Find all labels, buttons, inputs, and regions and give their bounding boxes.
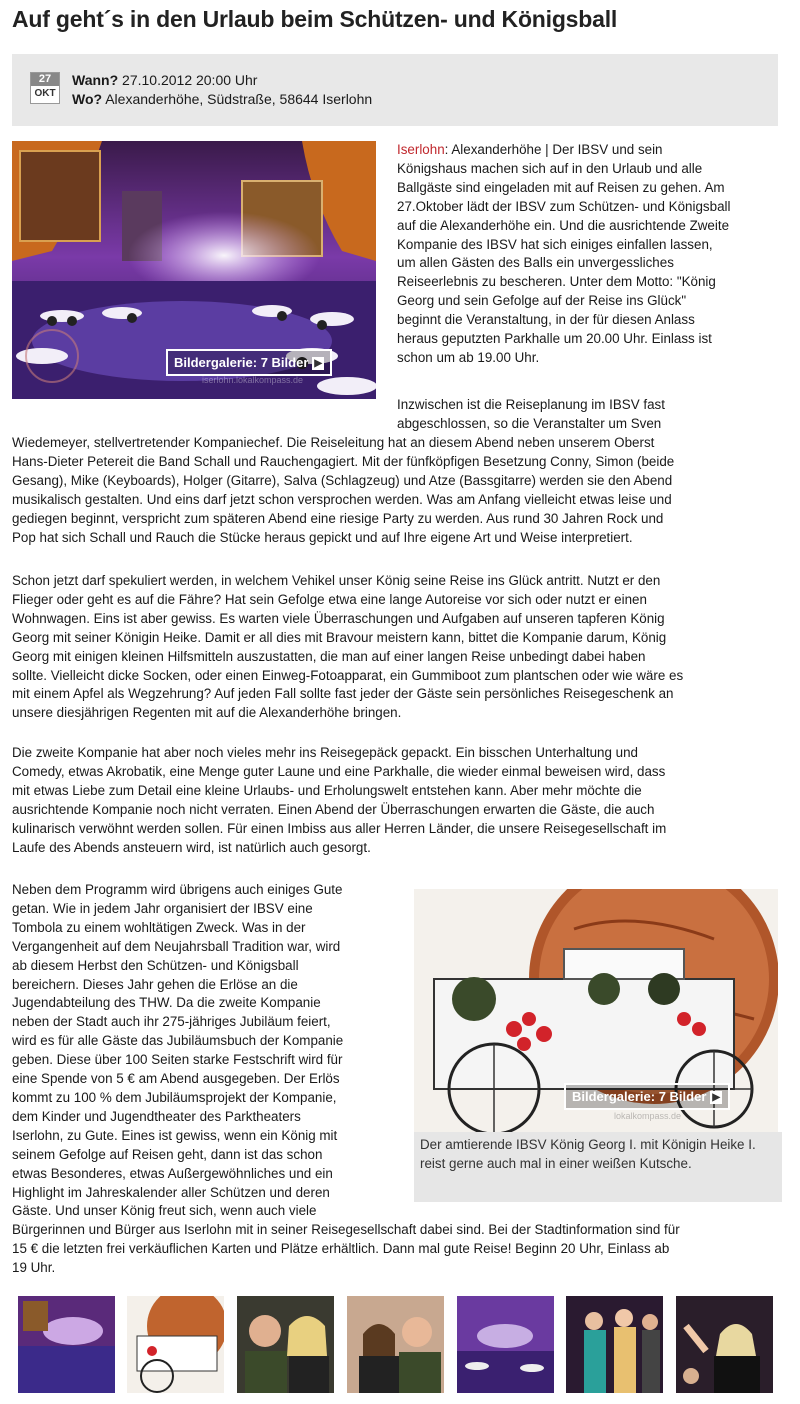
text-line: musikalisch gestalten. Und eins darf jetzt schon versprochen werden. Was am Anfang vielleicht etwas leise und bbox=[12, 491, 672, 507]
paragraph-program bbox=[12, 744, 800, 857]
text-line: Gäste. Und unser König freut sich, wenn auch viele bbox=[12, 1203, 317, 1219]
watermark: iserlohn.lokalkompass.de bbox=[202, 375, 304, 385]
text-line: Highlight im Jahreskalender aller Schützen und deren bbox=[12, 1184, 330, 1200]
paragraph-charity bbox=[12, 881, 412, 1221]
gallery-thumbnail[interactable] bbox=[347, 1296, 444, 1393]
thumbnail-image bbox=[237, 1296, 334, 1393]
thumbnail-image bbox=[347, 1296, 444, 1393]
text-line: Flieger oder geht es auf die Fähre? Hat sein Gefolge etwa eine lange Autoreise vor sich oder nutzt er einen bbox=[12, 591, 647, 607]
text-line: Comedy, etwas Akrobatik, eine Menge guter Laune und eine Parkhalle, die wieder einmal beweisen wird, dass bbox=[12, 763, 666, 779]
lead-line: beginnt die Veranstaltung, in der für diesen Anlass bbox=[397, 312, 695, 328]
text-line: Laufe des Abends ansteuern wird, ist natürlich auch gesorgt. bbox=[12, 839, 371, 855]
play-arrow-icon: ▶ bbox=[712, 1092, 721, 1104]
text-line: Hans-Dieter Petereit die Band Schall und Rauchengagiert. Mit der fünfköpfigen Besetzung Conny, Simon (beide bbox=[12, 453, 675, 469]
text-line: Pop hat sich Schall und Rauch die Stücke heraus gepickt und auf Ihre eigene Art und Weise interpretiert. bbox=[12, 529, 633, 545]
event-info-box bbox=[12, 54, 778, 126]
when-label: Wann? bbox=[72, 72, 119, 88]
lead-line: Königshaus machen sich auf in den Urlaub und alle bbox=[397, 160, 703, 176]
text-line: Iserlohn, zu Gute. Eines ist gewiss, wenn ein König mit bbox=[12, 1127, 338, 1143]
thumbnail-image bbox=[18, 1296, 115, 1393]
paragraph-vehicle bbox=[12, 572, 800, 723]
text-line: Georg mit seiner Königin Heike. Damit er all dies mit Bravour meistern kann, bittet die Kompanie darum, König bbox=[12, 629, 667, 645]
text-line: etwas Besonderes, etwas Außergewöhnliches und ein bbox=[12, 1165, 333, 1181]
watermark: lokalkompass.de bbox=[614, 1111, 682, 1121]
image-caption: Der amtierende IBSV König Georg I. mit Königin Heike I. reist gerne auch mal in einer weißen Kutsche. bbox=[414, 1132, 782, 1202]
paragraph-charity-cont bbox=[12, 1221, 800, 1278]
lead-line: Georg und sein Gefolge auf der Reise ins Glück" bbox=[397, 293, 687, 309]
text-line: Tombola zu einem wohltätigen Zweck. Was in der bbox=[12, 919, 306, 935]
text-line: Jugendabteilung des THW. Da die zweite Kompanie bbox=[12, 995, 321, 1011]
text-line: mit etwas Liebe zum Detail eine kleine Urlaubs- und Erholungswelt entstehen kann. Aber mehr möchte die bbox=[12, 782, 642, 798]
gallery-button-label: Bildergalerie: 7 Bilder bbox=[174, 355, 309, 370]
text-line: kommt zu 100 % dem Jubiläumsprojekt der Kompanie, bbox=[12, 1089, 337, 1105]
thumbnail-image bbox=[457, 1296, 554, 1393]
text-line: Neben dem Programm wird übrigens auch einiges Gute bbox=[12, 882, 343, 897]
lead-line: 27.Oktober lädt der IBSV zum Schützen- und Königsball bbox=[397, 198, 731, 214]
text-line: gediegen beginnt, verspricht zum späteren Abend eine riesige Party zu werden. Aus rund 30 Jahren Rock und bbox=[12, 510, 664, 526]
gallery-thumbnail[interactable] bbox=[457, 1296, 554, 1393]
event-when bbox=[72, 71, 257, 89]
text-line: 19 Uhr. bbox=[12, 1259, 56, 1275]
text-line: eine Spende von 5 € am Abend ausgegeben. Der Erlös bbox=[12, 1071, 340, 1087]
text-line: Bürgerinnen und Bürger aus Iserlohn mit in seiner Reisegesellschaft dabei sind. Bei der Stadtinformation sind für bbox=[12, 1222, 680, 1237]
event-where bbox=[72, 90, 372, 108]
play-arrow-icon: ▶ bbox=[314, 358, 323, 370]
lead-line: um allen Gästen des Balls ein unvergessliches bbox=[397, 255, 674, 271]
calendar-icon bbox=[30, 72, 60, 104]
calendar-day: 27 bbox=[31, 73, 59, 86]
text-line: Gesang), Mike (Keyboards), Holger (Gitarre), Salva (Schlagzeug) und Atze (Bassgitarre) werden sie den Abend bbox=[12, 472, 673, 488]
ballroom-photo[interactable] bbox=[12, 141, 376, 399]
text-line: ausrichtende Kompanie noch nicht verraten. Einen Abend der Überraschungen erwarten die Gäste, die auch bbox=[12, 801, 655, 817]
text-line: unsere diesjährigen Regenten mit auf die Alexanderhöhe bringen. bbox=[12, 705, 402, 721]
gallery-thumbnail[interactable] bbox=[18, 1296, 115, 1393]
text-line: bereichern. Dieses Jahr gehen die Erlöse an die bbox=[12, 976, 298, 992]
lead-line: Reiseerlebnis zu bescheren. Unter dem Motto: "König bbox=[397, 274, 716, 290]
thumbnail-image bbox=[127, 1296, 224, 1393]
text-line: ab diesem Herbst den Schützen- und Königsball bbox=[12, 957, 299, 973]
location-tag: Iserlohn bbox=[397, 142, 445, 157]
text-line: wird es für alle Gäste das Jubiläumsbuch der Kompanie bbox=[12, 1033, 344, 1049]
gallery-button-2[interactable] bbox=[564, 1083, 730, 1110]
gallery-thumbnail[interactable] bbox=[127, 1296, 224, 1393]
text-line: sollte. Vielleicht dicke Socken, oder einen Einweg-Fotoapparat, ein Gummiboot zum plantschen oder wie wäre es bbox=[12, 667, 684, 683]
paragraph-band bbox=[397, 396, 665, 434]
text-line: kulinarisch verwöhnt werden sollen. Für einen Imbiss aus aller Herren Länder, die unsere Reisegesellschaft im bbox=[12, 820, 667, 836]
text-line: neben der Stadt auch ihr 275-jähriges Jubiläum feiert, bbox=[12, 1014, 331, 1030]
gallery-thumbnail[interactable] bbox=[237, 1296, 334, 1393]
text-line: Georg mit einigen kleinen Hilfsmitteln auszustatten, die man auf einer langen Reise unbedingt dabei haben bbox=[12, 648, 646, 664]
text-line: getan. Wie in jedem Jahr organisiert der IBSV eine bbox=[12, 900, 313, 916]
gallery-thumbnail[interactable] bbox=[676, 1296, 773, 1393]
lead-line: heraus geputzten Parkhalle um 20.00 Uhr. Einlass ist bbox=[397, 331, 712, 347]
lead-line: schon um ab 19.00 Uhr. bbox=[397, 349, 540, 365]
where-value: Alexanderhöhe, Südstraße, 58644 Iserlohn bbox=[105, 91, 373, 107]
text-line: Wiedemeyer, stellvertretender Kompaniechef. Die Reiseleitung hat an diesem Abend neben unserem Oberst bbox=[12, 435, 655, 450]
when-value: 27.10.2012 20:00 Uhr bbox=[122, 72, 258, 88]
gallery-thumbnail[interactable] bbox=[566, 1296, 663, 1393]
paragraph-band-cont bbox=[12, 434, 800, 547]
thumbnail-image bbox=[676, 1296, 773, 1393]
text-line: 15 € die letzten frei verkäuflichen Karten und Plätze erhältlich. Dann mal gute Reise! Beginn 20 Uhr, Einlass ab bbox=[12, 1240, 670, 1256]
article-title: Auf geht´s in den Urlaub beim Schützen- und Königsball bbox=[12, 6, 618, 32]
text-line: abgeschlossen, so die Veranstalter um Sven bbox=[397, 415, 662, 431]
text-line: Vergangenheit auf dem Neujahrsball Tradition war, wird bbox=[12, 938, 341, 954]
text-line: seinem Gefolge auf Reisen geht, dann ist das schon bbox=[12, 1146, 323, 1162]
text-line: Inzwischen ist die Reiseplanung im IBSV fast bbox=[397, 397, 665, 412]
text-line: dem Kinder und Jugendtheater des Parktheaters bbox=[12, 1108, 301, 1124]
text-line: Wohnwagen. Eins ist aber gewiss. Es warten viele Überraschungen und Aufgaben auf unseren tapferen König bbox=[12, 610, 665, 626]
thumbnail-image bbox=[566, 1296, 663, 1393]
lead-line: auf die Alexanderhöhe ein. Und die ausrichtende Zweite bbox=[397, 217, 730, 233]
text-line: Die zweite Kompanie hat aber noch vieles mehr ins Reisegepäck gepackt. Ein bisschen Unterhaltung und bbox=[12, 745, 638, 760]
lead-line: Ballgäste sind eingeladen mit auf Reisen zu gehen. Am bbox=[397, 179, 725, 195]
text-line: Schon jetzt darf spekuliert werden, in welchem Vehikel unser König seine Reise ins Glück antritt. Nutzt er den bbox=[12, 573, 661, 588]
lead-paragraph bbox=[397, 141, 787, 368]
gallery-button-label: Bildergalerie: 7 Bilder bbox=[572, 1089, 707, 1104]
lead-line: : Alexanderhöhe | Der IBSV und sein bbox=[444, 142, 663, 157]
carriage-photo[interactable] bbox=[414, 889, 778, 1132]
where-label: Wo? bbox=[72, 91, 103, 107]
text-line: geben. Diese über 100 Seiten starke Festschrift wird für bbox=[12, 1052, 343, 1068]
calendar-month: OKT bbox=[34, 88, 56, 99]
gallery-button-1[interactable] bbox=[166, 349, 332, 376]
text-line: mit einem Apfel als Wegzehrung? Auf jeden Fall sollte fast jeder der Gäste sein persönliches Reisegeschenk an bbox=[12, 686, 674, 702]
lead-line: Kompanie des IBSV hat sich einiges einfallen lassen, bbox=[397, 236, 713, 252]
